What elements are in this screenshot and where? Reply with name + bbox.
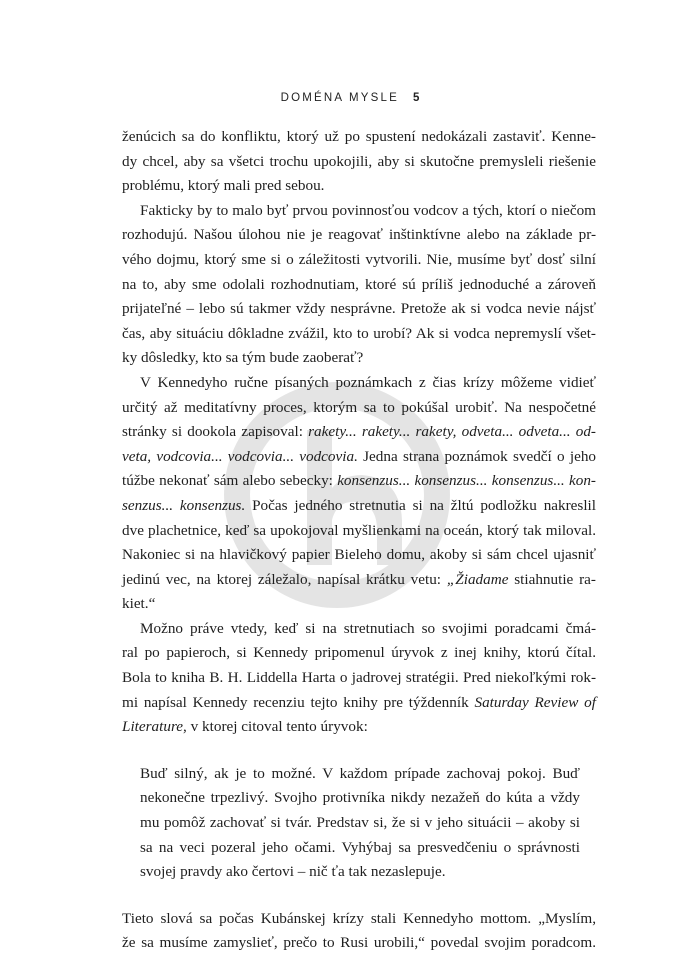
text-line: Nakoniec si na hlavičkový papier Bieleho domu, akoby si sám chcel ujasniť bbox=[122, 546, 596, 564]
quote-line: svojej pravdy ako čertovi – nič ťa tak nezaslepuje. bbox=[140, 863, 446, 881]
text-line: V Kennedyho ručne písaných poznámkach z čias krízy môžeme vidieť bbox=[140, 373, 596, 391]
text-line: Bola to kniha B. H. Liddella Harta o jadrovej stratégii. Pred niekoľkými rok- bbox=[122, 669, 596, 687]
text-line: dve plachetnice, keď sa upokojoval myšlienkami na oceán, ktorý tak miloval. bbox=[122, 521, 596, 539]
text-line bbox=[122, 568, 596, 593]
text-span: , v ktorej citoval tento úryvok: bbox=[183, 718, 368, 736]
page-number: 5 bbox=[413, 92, 420, 104]
text-line: ky dôsledky, kto sa tým bude zaoberať? bbox=[122, 349, 364, 367]
text-line: ral po papieroch, si Kennedy pripomenul úryvok z inej knihy, ktorú čítal. bbox=[122, 644, 596, 662]
text-line bbox=[122, 420, 596, 445]
paragraph-4 bbox=[122, 617, 596, 740]
text-line: určitý až meditatívny proces, ktorým sa to pokúšal urobiť. Na nespočetné bbox=[122, 398, 596, 416]
quote-line: sa na veci pozeral jeho očami. Vyhýbaj sa presvedčeniu o správnosti bbox=[140, 838, 580, 856]
running-header bbox=[0, 92, 700, 104]
text-line bbox=[122, 691, 596, 716]
text-line: Fakticky by to malo byť prvou povinnosťou vodcov a tých, ktorí o niečom bbox=[140, 201, 596, 219]
text-span: jedinú vec, na ktorej záležalo, napísal krátku vetu: bbox=[122, 570, 447, 588]
italic-span: senzus... konsenzus. bbox=[122, 496, 246, 514]
text-line bbox=[122, 469, 596, 494]
text-span: Počas jedného stretnutia si na žltú podložku nakreslil bbox=[245, 496, 596, 514]
quote-line: nekonečne trpezlivý. Svojho protivníka nikdy nezažeň do kúta a vždy bbox=[140, 789, 580, 807]
text-line: Tieto slová sa počas Kubánskej krízy stali Kennedyho mottom. „Myslím, bbox=[122, 909, 596, 927]
text-line: problému, ktorý mali pred sebou. bbox=[122, 177, 325, 195]
italic-span: „Žiadame bbox=[446, 570, 509, 588]
text-line: rozhodujú. Našou úlohou nie je reagovať inštinktívne alebo na základe pr- bbox=[122, 226, 596, 244]
text-line: na to, aby sme odolali rozhodnutiam, ktoré sú príliš jednoduché a zároveň bbox=[122, 275, 596, 293]
text-span: stránky si dookola zapisoval: bbox=[122, 423, 309, 441]
italic-span: konsenzus... konsenzus... konsenzus... kon- bbox=[337, 472, 596, 490]
text-span: stiahnutie ra- bbox=[508, 570, 596, 588]
italic-span: veta, vodcovia... vodcovia... vodcovia. bbox=[122, 447, 358, 465]
text-line: vého dojmu, ktorý sme si o záležitosti vytvorili. Nie, musíme byť dosť silní bbox=[122, 250, 596, 268]
text-line bbox=[122, 715, 596, 740]
paragraph-2 bbox=[122, 199, 596, 371]
italic-span: Literature bbox=[122, 718, 184, 736]
block-quote bbox=[140, 762, 580, 885]
text-line bbox=[122, 494, 596, 519]
text-line: čas, aby situáciu dôkladne zvážil, kto to urobí? Ak si vodca nepremyslí všet- bbox=[122, 324, 596, 342]
text-span: mi napísal Kennedy recenziu tejto knihy pre týždenník bbox=[122, 693, 475, 711]
text-line: Možno práve vtedy, keď si na stretnutiach so svojimi poradcami čmá- bbox=[140, 619, 596, 637]
text-span: túžbe nekonať sám alebo sebecky: bbox=[122, 472, 338, 490]
paragraph-3 bbox=[122, 371, 596, 617]
text-line: dy chcel, aby sa všetci trochu upokojili, aby si skutočne premysleli riešenie bbox=[122, 152, 596, 170]
text-span: Jedna strana poznámok svedčí o jeho bbox=[357, 447, 597, 465]
paragraph-1 bbox=[122, 125, 596, 199]
text-line: kiet.“ bbox=[122, 595, 156, 613]
paragraph-5 bbox=[122, 907, 596, 956]
text-line: ženúcich sa do konfliktu, ktorý už po spustení nedokázali zastaviť. Kenne- bbox=[122, 128, 596, 145]
text-line: prijateľné – lebo sú takmer vždy nesprávne. Pretože ak si vodca nevie nájsť bbox=[122, 300, 596, 318]
quote-line: mu pomôž zachovať si tvár. Predstav si, že si v jeho situácii – akoby si bbox=[140, 814, 580, 832]
text-line: že sa musíme zamyslieť, prečo to Rusi urobili,“ povedal svojim poradcom. bbox=[122, 934, 596, 952]
chapter-title: DOMÉNA MYSLE bbox=[280, 92, 400, 104]
text-line bbox=[122, 445, 596, 470]
quote-line: Buď silný, ak je to možné. V každom prípade zachovaj pokoj. Buď bbox=[140, 764, 580, 782]
italic-span: rakety... rakety... rakety, odveta... odveta... od- bbox=[308, 423, 596, 441]
body-text bbox=[122, 125, 596, 956]
italic-span: Saturday Review of bbox=[474, 693, 596, 711]
